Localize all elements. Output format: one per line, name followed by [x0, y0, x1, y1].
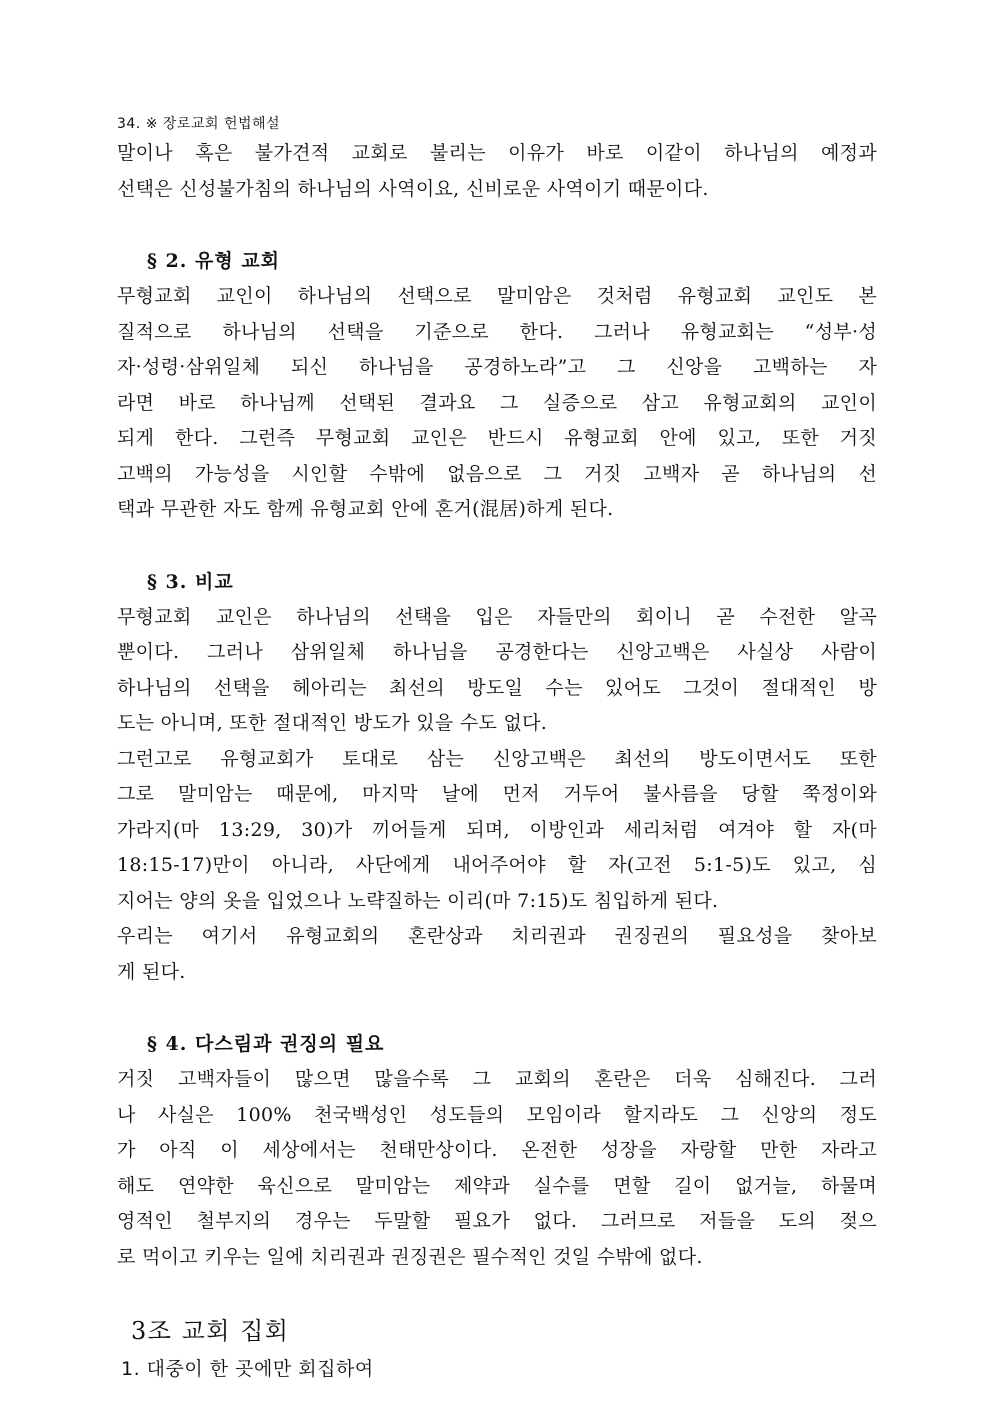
section-paragraph [117, 742, 877, 920]
text-line: 고백의 가능성을 시인할 수밖에 없음으로 그 거짓 고백자 곧 하나님의 선 [117, 462, 877, 485]
text-line: 나 사실은 100% 천국백성인 성도들의 모임이라 할지라도 그 신앙의 정도 [117, 1103, 877, 1126]
text-line: 그런고로 유형교회가 토대로 삼는 신앙고백은 최선의 방도이면서도 또한 [117, 747, 877, 770]
intro-paragraph [117, 136, 877, 207]
text-line: 지어는 양의 옷을 입었으나 노략질하는 이리(마 7:15)도 침입하게 된다. [117, 889, 719, 912]
text-line: 그로 말미암는 때문에, 마지막 날에 먼저 거두어 불사름을 당할 쭉정이와 [117, 783, 877, 805]
text-line: 18:15-17)만이 아니라, 사단에게 내어주어야 할 자(고전 5:1-5)도 있고, 심 [117, 854, 877, 876]
spacer [117, 990, 877, 1026]
text-line: 뿐이다. 그러나 삼위일체 하나님을 공경한다는 신앙고백은 사실상 사람이 [117, 641, 877, 663]
text-line: 거짓 고백자들이 많으면 많을수록 그 교회의 혼란은 더욱 심해진다. 그러 [117, 1068, 877, 1090]
text-line: 질적으로 하나님의 선택을 기준으로 한다. 그러나 유형교회는 “성부·성 [117, 320, 877, 343]
article-heading: 3조 교회 집회 [131, 1317, 290, 1345]
spacer [117, 1275, 877, 1311]
section-paragraph [117, 279, 877, 528]
running-header: 34. ※ 장로교회 헌법해설 [117, 116, 281, 132]
section-paragraph [117, 1062, 877, 1275]
text-line: 되게 한다. 그런즉 무형교회 교인은 반드시 유형교회 안에 있고, 또한 거짓 [117, 427, 877, 449]
spacer [117, 528, 877, 564]
text-line: 우리는 여기서 유형교회의 혼란상과 치리권과 권징권의 필요성을 찾아보 [117, 925, 877, 947]
text-line: 로 먹이고 키우는 일에 치리권과 권징권은 필수적인 것일 수밖에 없다. [117, 1245, 703, 1268]
article-list-item: 1. 대중이 한 곳에만 회집하여 [121, 1358, 374, 1380]
text-line: 해도 연약한 육신으로 말미암는 제약과 실수를 면할 길이 없거늘, 하물며 [117, 1174, 877, 1197]
section-heading: § 2. 유형 교회 [147, 250, 281, 272]
text-line: 가라지(마 13:29, 30)가 끼어들게 되며, 이방인과 세리처럼 여겨야 할 자(마 [117, 818, 877, 841]
text-line: 무형교회 교인이 하나님의 선택으로 말미암은 것처럼 유형교회 교인도 본 [117, 285, 877, 307]
section-heading: § 4. 다스림과 권징의 필요 [147, 1033, 385, 1055]
document-page [117, 112, 877, 1387]
section-heading: § 3. 비교 [147, 570, 234, 593]
text-line: 무형교회 교인은 하나님의 선택을 입은 자들만의 회이니 곧 수전한 알곡 [117, 605, 877, 628]
text-line: 게 된다. [117, 960, 186, 983]
text-line: 라면 바로 하나님께 선택된 결과요 그 실증으로 삼고 유형교회의 교인이 [117, 391, 877, 414]
text-line: 가 아직 이 세상에서는 천태만상이다. 온전한 성장을 자랑할 만한 자라고 [117, 1139, 877, 1161]
text-line: 선택은 신성불가침의 하나님의 사역이요, 신비로운 사역이기 때문이다. [117, 177, 709, 200]
text-line: 영적인 철부지의 경우는 두말할 필요가 없다. 그러므로 저들을 도의 젖으 [117, 1210, 877, 1232]
text-line: 자·성령·삼위일체 되신 하나님을 공경하노라”고 그 신앙을 고백하는 자 [117, 356, 877, 378]
text-line: 택과 무관한 자도 함께 유형교회 안에 혼거(混居)하게 된다. [117, 498, 614, 520]
section-paragraph [117, 600, 877, 742]
section-paragraph [117, 919, 877, 990]
text-line: 도는 아니며, 또한 절대적인 방도가 있을 수도 없다. [117, 712, 548, 734]
spacer [117, 207, 877, 243]
text-line: 하나님의 선택을 헤아리는 최선의 방도일 수는 있어도 그것이 절대적인 방 [117, 676, 877, 699]
text-line: 말이나 혹은 불가견적 교회로 불리는 이유가 바로 이같이 하나님의 예정과 [117, 142, 877, 164]
